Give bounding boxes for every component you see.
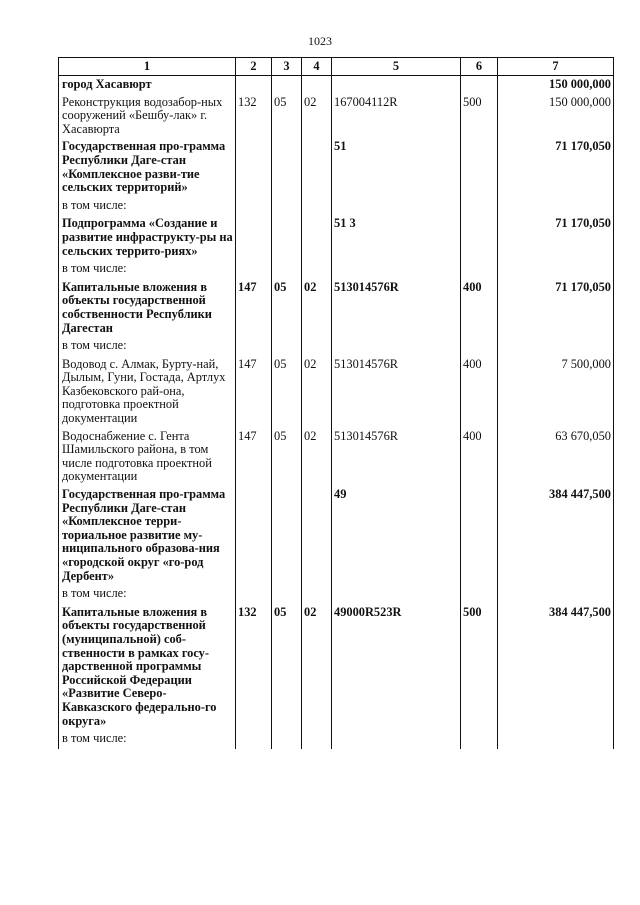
table-row bbox=[59, 260, 614, 279]
row-name-cell: Реконструкция водозабор-ных сооружений «Бешбу-лак» г. Хасавюрта bbox=[59, 94, 236, 139]
row-admin-code-cell bbox=[236, 337, 272, 356]
header-col-2: 2 bbox=[236, 58, 272, 76]
row-subsection-cell: 02 bbox=[302, 279, 332, 337]
row-admin-code-cell: 147 bbox=[236, 279, 272, 337]
header-col-4: 4 bbox=[302, 58, 332, 76]
row-section-cell: 05 bbox=[272, 94, 302, 139]
row-target-article-cell: 167004112R bbox=[332, 94, 461, 139]
table-body bbox=[59, 76, 614, 750]
row-section-cell bbox=[272, 197, 302, 216]
row-admin-code-cell: 132 bbox=[236, 604, 272, 730]
row-name-cell: Подпрограмма «Создание и развитие инфраструкту-ры на сельских террито-риях» bbox=[59, 215, 236, 260]
row-section-cell bbox=[272, 138, 302, 196]
row-target-article-cell: 51 bbox=[332, 138, 461, 196]
table-row bbox=[59, 215, 614, 260]
row-name-cell: в том числе: bbox=[59, 585, 236, 604]
row-name-cell: в том числе: bbox=[59, 337, 236, 356]
row-amount-cell: 63 670,050 bbox=[498, 428, 614, 486]
row-admin-code-cell bbox=[236, 486, 272, 585]
row-section-cell: 05 bbox=[272, 356, 302, 428]
row-target-article-cell: 513014576R bbox=[332, 356, 461, 428]
row-target-article-cell bbox=[332, 76, 461, 94]
row-subsection-cell: 02 bbox=[302, 94, 332, 139]
row-admin-code-cell: 147 bbox=[236, 428, 272, 486]
row-admin-code-cell bbox=[236, 585, 272, 604]
table-row bbox=[59, 428, 614, 486]
table-row bbox=[59, 585, 614, 604]
table-row bbox=[59, 138, 614, 196]
row-name-cell: в том числе: bbox=[59, 730, 236, 749]
row-amount-cell: 71 170,050 bbox=[498, 138, 614, 196]
row-section-cell bbox=[272, 486, 302, 585]
row-target-article-cell bbox=[332, 260, 461, 279]
row-section-cell bbox=[272, 76, 302, 94]
page-number: 1023 bbox=[308, 34, 332, 48]
table-row bbox=[59, 356, 614, 428]
row-target-article-cell bbox=[332, 337, 461, 356]
row-name-cell: в том числе: bbox=[59, 197, 236, 216]
row-admin-code-cell bbox=[236, 197, 272, 216]
row-name-cell: Водоснабжение с. Гента Шамильского района, в том числе подготовка проектной документации bbox=[59, 428, 236, 486]
row-target-article-cell bbox=[332, 585, 461, 604]
row-target-article-cell: 49000R523R bbox=[332, 604, 461, 730]
row-name-cell: в том числе: bbox=[59, 260, 236, 279]
table-row bbox=[59, 197, 614, 216]
row-subsection-cell: 02 bbox=[302, 428, 332, 486]
row-target-article-cell: 51 3 bbox=[332, 215, 461, 260]
row-subsection-cell bbox=[302, 215, 332, 260]
row-target-article-cell: 513014576R bbox=[332, 428, 461, 486]
row-name-cell: Государственная про-грамма Республики Даге-стан «Комплексное терри-ториальное развитие му-ниципального образова-ния «городской округ «го-род Дербент» bbox=[59, 486, 236, 585]
row-amount-cell bbox=[498, 585, 614, 604]
table-header-row bbox=[59, 58, 614, 76]
row-amount-cell: 71 170,050 bbox=[498, 279, 614, 337]
row-section-cell: 05 bbox=[272, 279, 302, 337]
row-target-article-cell bbox=[332, 730, 461, 749]
row-admin-code-cell: 147 bbox=[236, 356, 272, 428]
row-expense-type-cell bbox=[461, 260, 498, 279]
row-expense-type-cell: 400 bbox=[461, 428, 498, 486]
row-expense-type-cell bbox=[461, 138, 498, 196]
row-admin-code-cell bbox=[236, 260, 272, 279]
row-subsection-cell bbox=[302, 585, 332, 604]
row-section-cell bbox=[272, 215, 302, 260]
row-expense-type-cell: 500 bbox=[461, 94, 498, 139]
row-subsection-cell bbox=[302, 76, 332, 94]
row-expense-type-cell: 500 bbox=[461, 604, 498, 730]
row-expense-type-cell bbox=[461, 337, 498, 356]
row-admin-code-cell bbox=[236, 76, 272, 94]
table-row bbox=[59, 486, 614, 585]
row-expense-type-cell: 400 bbox=[461, 356, 498, 428]
row-name-cell: Капитальные вложения в объекты государственной (муниципальной) соб-ственности в рамках госу-дарственной программы Российской Федерации «Развитие Северо-Кавказского федерально-го округа» bbox=[59, 604, 236, 730]
row-name-cell: город Хасавюрт bbox=[59, 76, 236, 94]
row-target-article-cell bbox=[332, 197, 461, 216]
row-section-cell bbox=[272, 260, 302, 279]
row-subsection-cell bbox=[302, 337, 332, 356]
row-admin-code-cell bbox=[236, 730, 272, 749]
table-row bbox=[59, 94, 614, 139]
row-subsection-cell bbox=[302, 197, 332, 216]
row-amount-cell: 384 447,500 bbox=[498, 486, 614, 585]
row-expense-type-cell bbox=[461, 486, 498, 585]
row-section-cell bbox=[272, 730, 302, 749]
row-section-cell bbox=[272, 337, 302, 356]
row-target-article-cell: 513014576R bbox=[332, 279, 461, 337]
row-subsection-cell bbox=[302, 138, 332, 196]
budget-table bbox=[58, 57, 614, 749]
table-row bbox=[59, 76, 614, 94]
row-section-cell: 05 bbox=[272, 428, 302, 486]
table-row bbox=[59, 604, 614, 730]
row-amount-cell bbox=[498, 730, 614, 749]
row-amount-cell bbox=[498, 197, 614, 216]
row-amount-cell bbox=[498, 260, 614, 279]
table-row bbox=[59, 279, 614, 337]
row-admin-code-cell bbox=[236, 215, 272, 260]
row-expense-type-cell bbox=[461, 197, 498, 216]
row-amount-cell: 150 000,000 bbox=[498, 76, 614, 94]
row-section-cell: 05 bbox=[272, 604, 302, 730]
header-col-7: 7 bbox=[498, 58, 614, 76]
row-subsection-cell bbox=[302, 260, 332, 279]
row-amount-cell: 150 000,000 bbox=[498, 94, 614, 139]
row-expense-type-cell bbox=[461, 585, 498, 604]
row-subsection-cell bbox=[302, 486, 332, 585]
header-col-1: 1 bbox=[59, 58, 236, 76]
row-subsection-cell bbox=[302, 730, 332, 749]
row-expense-type-cell bbox=[461, 76, 498, 94]
header-col-5: 5 bbox=[332, 58, 461, 76]
header-col-3: 3 bbox=[272, 58, 302, 76]
table-row bbox=[59, 337, 614, 356]
row-subsection-cell: 02 bbox=[302, 356, 332, 428]
row-expense-type-cell: 400 bbox=[461, 279, 498, 337]
table-row bbox=[59, 730, 614, 749]
row-admin-code-cell: 132 bbox=[236, 94, 272, 139]
header-col-6: 6 bbox=[461, 58, 498, 76]
row-amount-cell: 71 170,050 bbox=[498, 215, 614, 260]
row-target-article-cell: 49 bbox=[332, 486, 461, 585]
row-expense-type-cell bbox=[461, 730, 498, 749]
row-amount-cell bbox=[498, 337, 614, 356]
row-amount-cell: 384 447,500 bbox=[498, 604, 614, 730]
row-expense-type-cell bbox=[461, 215, 498, 260]
row-name-cell: Водовод с. Алмак, Бурту-най, Дылым, Гуни, Гостада, Артлух Казбековского рай-она, подготовка проектной документации bbox=[59, 356, 236, 428]
row-subsection-cell: 02 bbox=[302, 604, 332, 730]
row-name-cell: Капитальные вложения в объекты государственной собственности Республики Дагестан bbox=[59, 279, 236, 337]
row-section-cell bbox=[272, 585, 302, 604]
row-name-cell: Государственная про-грамма Республики Даге-стан «Комплексное разви-тие сельских территорий» bbox=[59, 138, 236, 196]
row-admin-code-cell bbox=[236, 138, 272, 196]
row-amount-cell: 7 500,000 bbox=[498, 356, 614, 428]
